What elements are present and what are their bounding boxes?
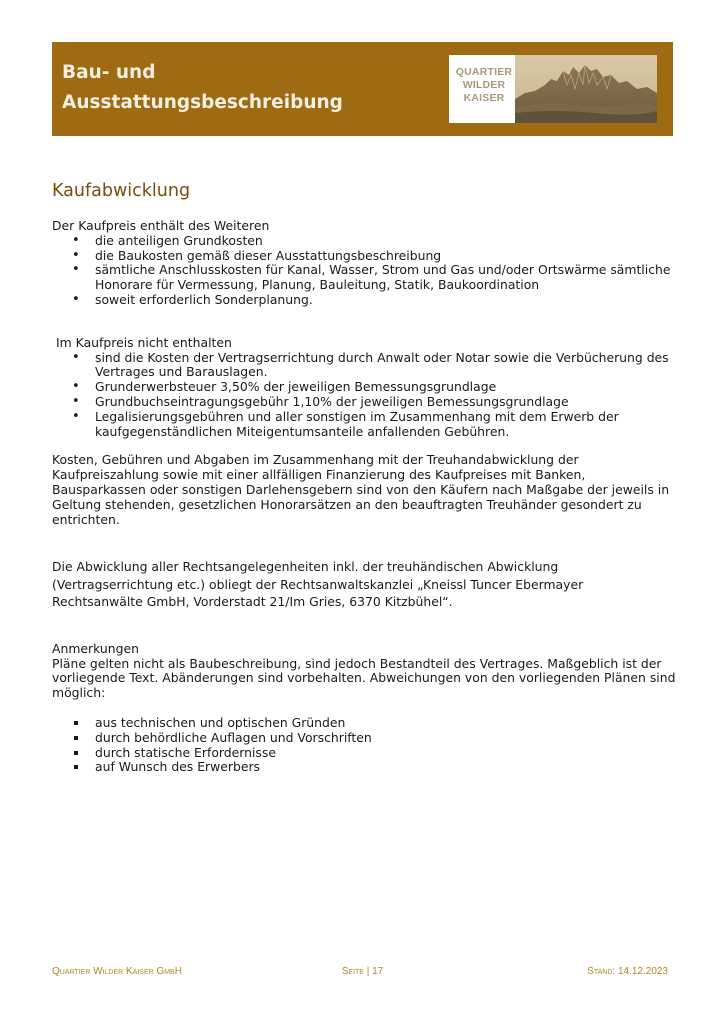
list-item: • sind die Kosten der Vertragserrichtung durch Anwalt oder Notar sowie die Verbücherung des Vertrages und Barauslagen. bbox=[52, 351, 677, 381]
costs-paragraph: Kosten, Gebühren und Abgaben im Zusammenhang mit der Treuhandabwicklung der Kaufpreiszahlung sowie mit einer allfälligen Finanzierung des Kaufpreises mit Banken, Bausparkassen oder sonstigen Darlehensgebern sind von den Käufern nach Maßgabe der jeweils in Geltung stehenden, gesetzlichen Honorarsätzen an den beauftragten Treuhänder gesondert zu entrichten. bbox=[52, 452, 670, 527]
legal-paragraph: Die Abwicklung aller Rechtsangelegenheiten inkl. der treuhändischen Abwicklung (Vertragserrichtung etc.) obliegt der Rechtsanwaltskanzlei „Kneissl Tuncer Ebermayer Rechtsanwälte GmbH, Vorderstadt 21/Im Gries, 6370 Kitzbühel“. bbox=[52, 559, 584, 610]
document-title bbox=[62, 58, 343, 118]
notes-heading: Anmerkungen bbox=[52, 640, 139, 656]
page-content bbox=[52, 180, 677, 775]
logo-wordmark bbox=[453, 66, 515, 105]
footer-company: Quartier Wilder Kaiser GmbH bbox=[52, 966, 182, 977]
list-item: auf Wunsch des Erwerbers bbox=[52, 760, 677, 775]
list-item: aus technischen und optischen Gründen bbox=[52, 716, 677, 731]
list-item: • die anteiligen Grundkosten bbox=[52, 234, 677, 249]
included-list bbox=[52, 234, 677, 308]
header-band bbox=[52, 42, 673, 136]
list-item: • die Baukosten gemäß dieser Ausstattungsbeschreibung bbox=[52, 249, 677, 264]
section-heading: Kaufabwicklung bbox=[52, 181, 191, 201]
excluded-intro: Im Kaufpreis nicht enthalten bbox=[56, 334, 232, 350]
footer-date: Stand: 14.12.2023 bbox=[587, 966, 668, 977]
logo-line2: WILDER bbox=[462, 79, 506, 91]
document-title-line2: Ausstattungsbeschreibung bbox=[62, 92, 343, 113]
mountain-landscape-image bbox=[515, 55, 657, 123]
list-item: • Legalisierungsgebühren und aller sonstigen im Zusammenhang mit dem Erwerb der kaufgegenständlichen Miteigentumsanteile anfallenden Gebühren. bbox=[52, 410, 677, 440]
logo-line3: KAISER bbox=[463, 92, 505, 104]
page-footer bbox=[52, 966, 673, 980]
list-item: durch statische Erfordernisse bbox=[52, 746, 677, 761]
document-title-line1: Bau- und bbox=[62, 62, 156, 83]
excluded-list bbox=[52, 351, 677, 440]
footer-page-number: Seite | 17 bbox=[341, 966, 384, 977]
included-intro: Der Kaufpreis enthält des Weiteren bbox=[52, 218, 270, 233]
list-item: • sämtliche Anschlusskosten für Kanal, Wasser, Strom und Gas und/oder Ortswärme sämtliche Honorare für Vermessung, Planung, Bauleitung, Statik, Baukoordination bbox=[52, 263, 677, 293]
logo-line1: QUARTIER bbox=[455, 66, 513, 78]
notes-paragraph: Pläne gelten nicht als Baubeschreibung, sind jedoch Bestandteil des Vertrages. Maßgeblich ist der vorliegende Text. Abänderungen sind vorbehalten. Abweichungen von den vorliegenden Plänen sind möglich: bbox=[52, 655, 676, 701]
list-item: • soweit erforderlich Sonderplanung. bbox=[52, 293, 677, 308]
company-logo bbox=[449, 55, 657, 123]
notes-list bbox=[52, 716, 677, 775]
list-item: • Grunderwerbsteuer 3,50% der jeweiligen Bemessungsgrundlage bbox=[52, 380, 677, 395]
list-item: • Grundbuchseintragungsgebühr 1,10% der jeweiligen Bemessungsgrundlage bbox=[52, 395, 677, 410]
list-item: durch behördliche Auflagen und Vorschriften bbox=[52, 731, 677, 746]
